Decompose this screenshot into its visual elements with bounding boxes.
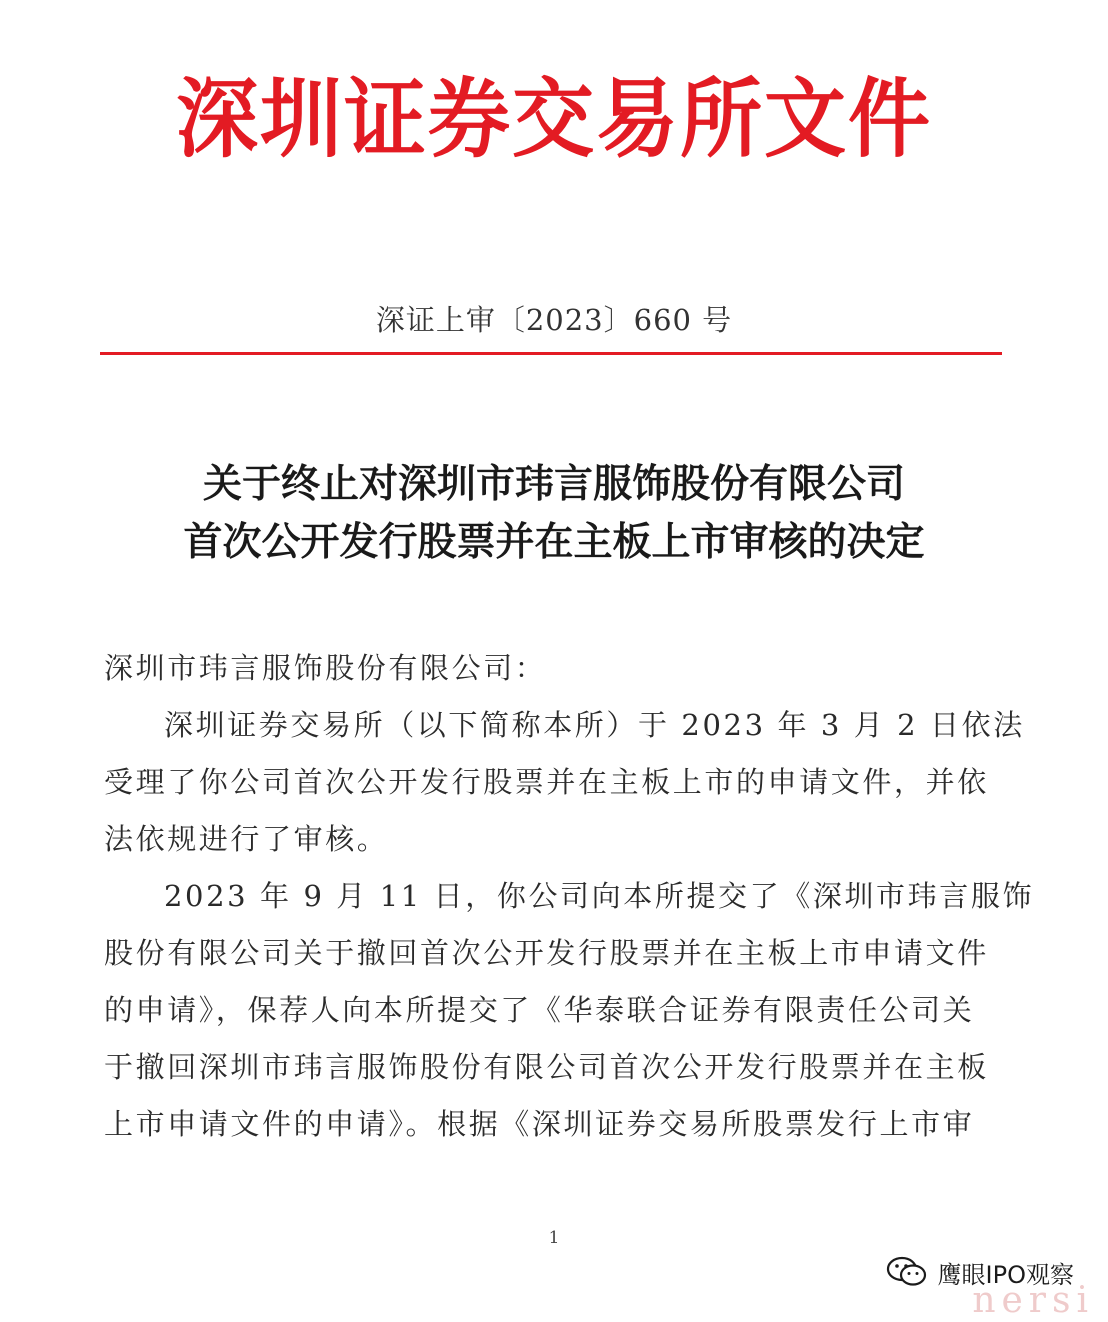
document-number: 深证上审〔2023〕660 号 (375, 303, 733, 337)
paragraph-2-line-4: 于撤回深圳市玮言服饰股份有限公司首次公开发行股票并在主板 (104, 1050, 989, 1084)
issuer-header-title: 深圳证券交易所文件 (175, 69, 932, 170)
page-number: 1 (548, 1228, 560, 1248)
paragraph-2-line-5: 上市申请文件的申请》。根据《深圳证券交易所股票发行上市审 (104, 1107, 975, 1141)
document-body (104, 640, 1035, 1153)
wechat-icon (886, 1255, 928, 1289)
addressee-line: 深圳市玮言服饰股份有限公司： (104, 651, 547, 685)
paragraph-2-line-2: 股份有限公司关于撤回首次公开发行股票并在主板上市申请文件 (104, 936, 989, 970)
watermark-label: 鹰眼IPO观察 (937, 1260, 1074, 1289)
title-line-2: 首次公开发行股票并在主板上市审核的决定 (183, 520, 925, 565)
paragraph-1 (104, 697, 1025, 868)
document-title (0, 456, 1108, 572)
addressee (104, 640, 1004, 697)
title-line-1: 关于终止对深圳市玮言服饰股份有限公司 (202, 462, 905, 507)
paragraph-1-line-1: 深圳证券交易所（以下简称本所）于 2023 年 3 月 2 日依法 (164, 708, 1025, 742)
paragraph-2 (104, 868, 1035, 1153)
paragraph-2-line-3: 的申请》，保荐人向本所提交了《华泰联合证券有限责任公司关 (104, 993, 975, 1027)
paragraph-1-line-3: 法依规进行了审核。 (104, 822, 389, 856)
red-divider-rule (100, 352, 1002, 355)
paragraph-2-line-1: 2023 年 9 月 11 日，你公司向本所提交了《深圳市玮言服饰 (164, 879, 1035, 913)
paragraph-1-line-2: 受理了你公司首次公开发行股票并在主板上市的申请文件，并依 (104, 765, 989, 799)
faint-watermark-text: nersi (972, 1280, 1094, 1321)
